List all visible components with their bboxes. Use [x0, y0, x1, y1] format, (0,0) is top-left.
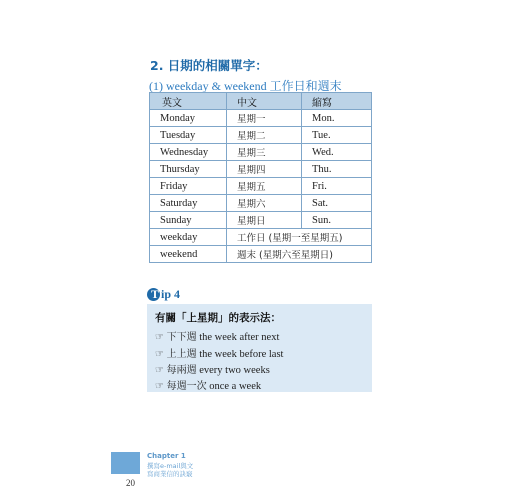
- cell-english: Wednesday: [150, 144, 227, 161]
- chapter-subtitle-line1: 撰寫e-mail與文: [147, 462, 194, 470]
- table-row: [150, 110, 372, 127]
- section-title: 2. 日期的相關單字：: [150, 58, 268, 73]
- cell-abbreviation: Fri.: [302, 178, 372, 195]
- tip-item: [155, 345, 283, 360]
- header-english: 英文: [150, 93, 227, 110]
- tip-item-english: the week after next: [199, 332, 280, 343]
- cell-chinese-merged: 週末 (星期六至星期日): [227, 246, 372, 263]
- cell-abbreviation: Tue.: [302, 127, 372, 144]
- table-header-row: [150, 93, 372, 110]
- cell-chinese: 星期五: [227, 178, 302, 195]
- cell-chinese: 星期日: [227, 212, 302, 229]
- cell-english: Sunday: [150, 212, 227, 229]
- header-chinese: 中文: [227, 93, 302, 110]
- weekday-table: [149, 92, 372, 263]
- pointing-hand-icon: ☞: [155, 381, 164, 392]
- tip-item-chinese: 每週一次: [166, 381, 207, 392]
- cell-chinese: 星期四: [227, 161, 302, 178]
- cell-english: Friday: [150, 178, 227, 195]
- header-abbreviation: 縮寫: [302, 93, 372, 110]
- cell-english: Monday: [150, 110, 227, 127]
- cell-chinese: 星期二: [227, 127, 302, 144]
- cell-english: Tuesday: [150, 127, 227, 144]
- tip-item-chinese: 上上週: [166, 349, 197, 360]
- cell-chinese: 星期三: [227, 144, 302, 161]
- cell-english: weekday: [150, 229, 227, 246]
- cell-abbreviation: Sat.: [302, 195, 372, 212]
- tip-box: [147, 304, 372, 392]
- tip-item-chinese: 每兩週: [166, 365, 197, 376]
- tip-item-chinese: 下下週: [166, 332, 197, 343]
- table-row: [150, 212, 372, 229]
- tip-item-english: once a week: [209, 381, 262, 392]
- cell-english: Saturday: [150, 195, 227, 212]
- table-row: [150, 195, 372, 212]
- cell-chinese: 星期一: [227, 110, 302, 127]
- tip-item-english: the week before last: [199, 349, 284, 360]
- pointing-hand-icon: ☞: [155, 332, 164, 343]
- chapter-title: Chapter 1: [147, 452, 186, 460]
- pointing-hand-icon: ☞: [155, 365, 164, 376]
- table-row: [150, 178, 372, 195]
- tip-title: 有關「上星期」的表示法：: [155, 312, 281, 324]
- cell-english: Thursday: [150, 161, 227, 178]
- tip-item: [155, 377, 261, 392]
- tip-item: [155, 361, 270, 376]
- chapter-subtitle-line2: 寫商業信的訣竅: [147, 470, 193, 478]
- table-row-weekend: [150, 246, 372, 263]
- pointing-hand-icon: ☞: [155, 349, 164, 360]
- tip-item: [155, 328, 279, 343]
- chapter-tab: [111, 452, 140, 474]
- table-row: [150, 144, 372, 161]
- tip-item-english: every two weeks: [199, 365, 270, 376]
- table-row: [150, 161, 372, 178]
- page-number: 20: [126, 478, 135, 488]
- cell-abbreviation: Mon.: [302, 110, 372, 127]
- tip-label: ip 4: [161, 287, 181, 301]
- cell-english: weekend: [150, 246, 227, 263]
- cell-chinese-merged: 工作日 (星期一至星期五): [227, 229, 372, 246]
- cell-chinese: 星期六: [227, 195, 302, 212]
- table-row-weekday: [150, 229, 372, 246]
- table-row: [150, 127, 372, 144]
- cell-abbreviation: Thu.: [302, 161, 372, 178]
- cell-abbreviation: Wed.: [302, 144, 372, 161]
- tip-badge-letter: T: [151, 287, 160, 301]
- section-subtitle: (1) weekday & weekend 工作日和週末: [149, 79, 342, 93]
- cell-abbreviation: Sun.: [302, 212, 372, 229]
